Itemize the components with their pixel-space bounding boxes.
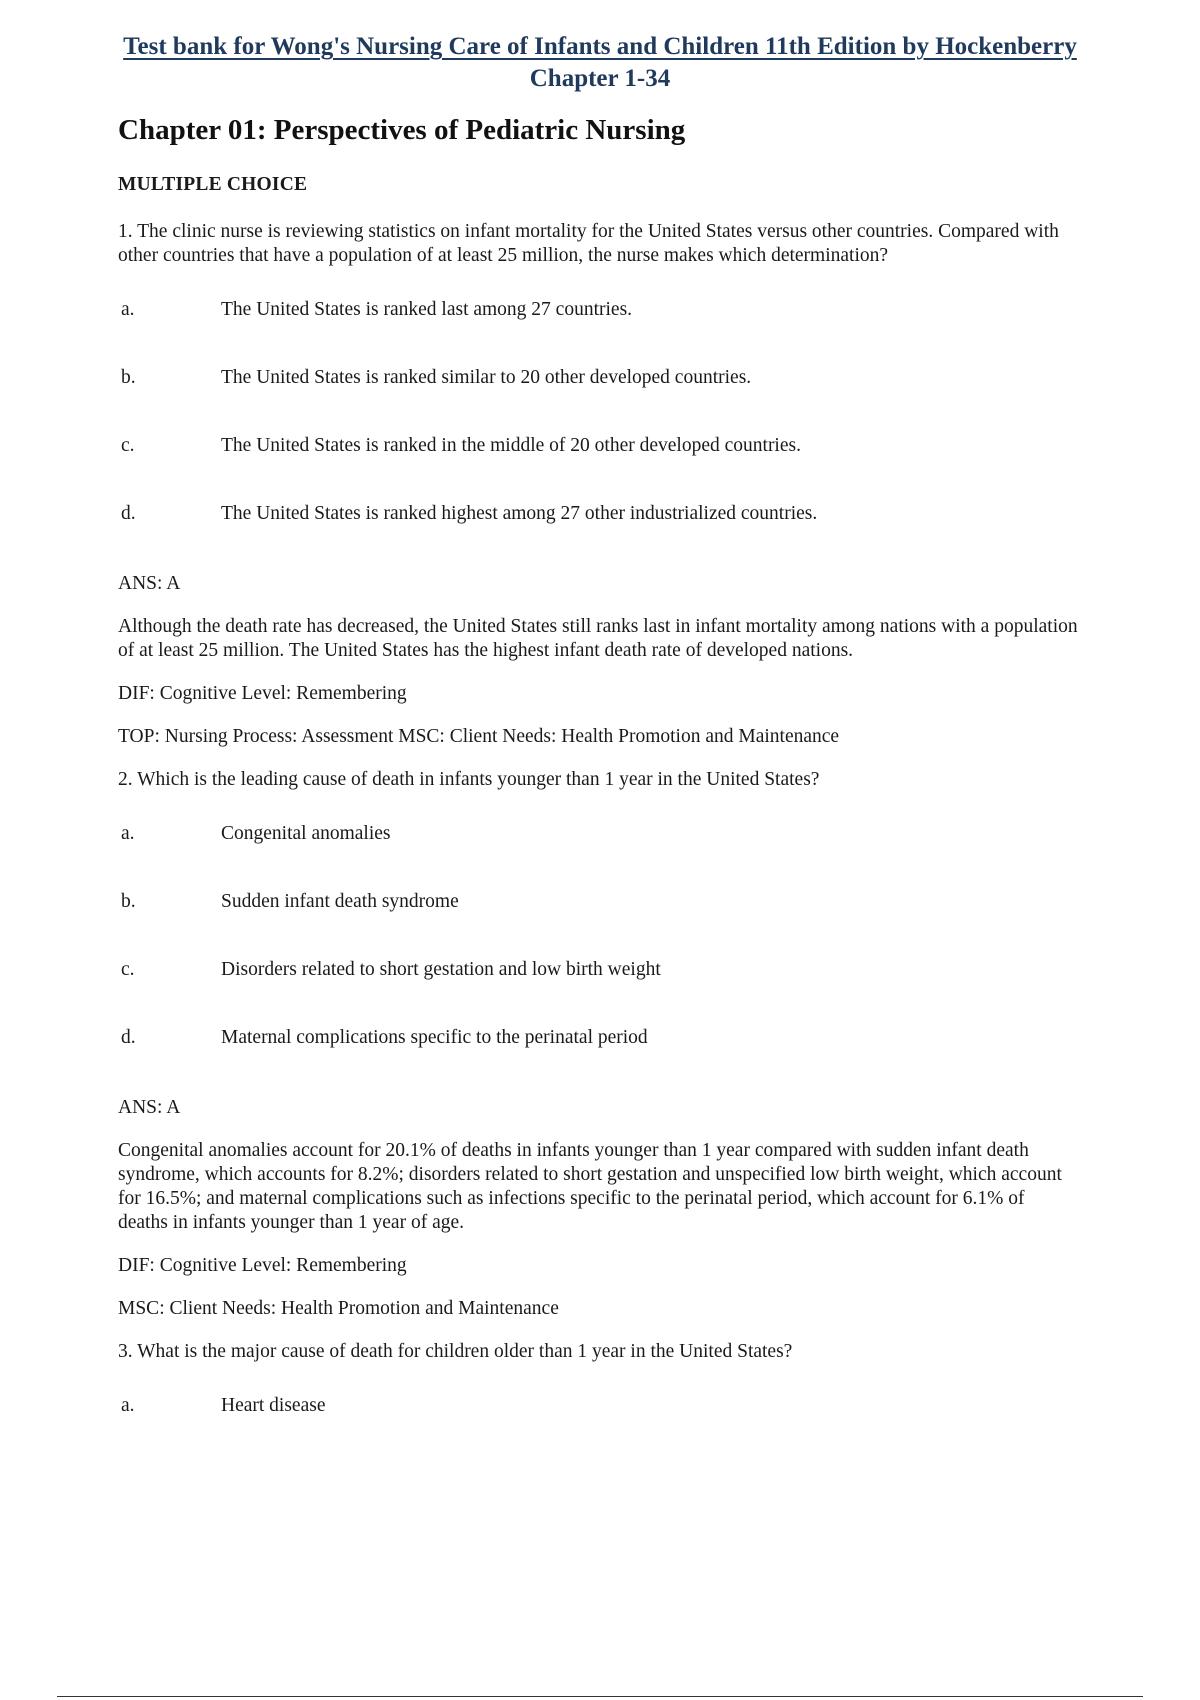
- answer-rationale: Congenital anomalies account for 20.1% of deaths in infants younger than 1 year compared with sudden infant death syndrome, which accounts for 8.2%; disorders related to short gestation and unspecified low birth weight, which account for 16.5%; and maternal complications such as infections specific to the perinatal period, which account for 6.1% of deaths in infants younger than 1 year of age.: [118, 1140, 1062, 1233]
- option-item: [118, 822, 1078, 890]
- option-item: [118, 434, 1078, 502]
- document-header-title: Test bank for Wong's Nursing Care of Infants and Children 11th Edition by Hockenberry: [123, 33, 1077, 60]
- option-letter: a.: [121, 823, 135, 844]
- option-item: [118, 1026, 1078, 1094]
- option-letter: c.: [121, 435, 135, 456]
- question-stem: 3. What is the major cause of death for children older than 1 year in the United States?: [118, 1341, 793, 1362]
- option-item: [118, 890, 1078, 958]
- option-letter: b.: [121, 891, 136, 912]
- section-label: MULTIPLE CHOICE: [118, 174, 308, 195]
- option-letter: d.: [121, 1027, 136, 1048]
- option-text: The United States is ranked last among 27 countries.: [221, 299, 633, 320]
- option-text: The United States is ranked similar to 20 other developed countries.: [221, 367, 752, 388]
- option-text: Congenital anomalies: [221, 823, 391, 844]
- option-list: [118, 298, 1078, 570]
- option-text: Maternal complications specific to the perinatal period: [221, 1027, 648, 1048]
- topic-tag: TOP: Nursing Process: Assessment MSC: Client Needs: Health Promotion and Maintenance: [118, 726, 840, 747]
- answer-rationale: Although the death rate has decreased, the United States still ranks last in infant mortality among nations with a population of at least 25 million. The United States has the highest infant death rate of developed nations.: [118, 616, 1078, 661]
- option-text: Disorders related to short gestation and low birth weight: [221, 959, 661, 980]
- document-header-subtitle: Chapter 1-34: [529, 65, 671, 92]
- client-needs-tag: MSC: Client Needs: Health Promotion and Maintenance: [118, 1298, 559, 1319]
- question-stem: 2. Which is the leading cause of death in infants younger than 1 year in the United States?: [118, 769, 820, 790]
- option-text: Sudden infant death syndrome: [221, 891, 459, 912]
- option-letter: a.: [121, 299, 135, 320]
- answer-key: ANS: A: [118, 1097, 181, 1118]
- option-text: Heart disease: [221, 1395, 326, 1416]
- page-content: [118, 110, 1078, 1462]
- footer-divider: [57, 1696, 1143, 1697]
- option-list: [118, 822, 1078, 1094]
- option-item: [118, 958, 1078, 1026]
- difficulty-tag: DIF: Cognitive Level: Remembering: [118, 1255, 407, 1276]
- chapter-title: Chapter 01: Perspectives of Pediatric Nursing: [118, 114, 686, 146]
- option-letter: b.: [121, 367, 136, 388]
- question-stem: 1. The clinic nurse is reviewing statistics on infant mortality for the United States versus other countries. Compared with other countries that have a population of at least 25 million, the nurse makes which determination?: [118, 221, 1059, 266]
- option-text: The United States is ranked in the middle of 20 other developed countries.: [221, 435, 801, 456]
- option-item: [118, 298, 1078, 366]
- difficulty-tag: DIF: Cognitive Level: Remembering: [118, 683, 407, 704]
- option-list: [118, 1394, 1078, 1462]
- option-item: [118, 502, 1078, 570]
- option-letter: d.: [121, 503, 136, 524]
- answer-key: ANS: A: [118, 573, 181, 594]
- option-letter: a.: [121, 1395, 135, 1416]
- option-item: [118, 366, 1078, 434]
- option-text: The United States is ranked highest among 27 other industrialized countries.: [221, 503, 818, 524]
- option-letter: c.: [121, 959, 135, 980]
- option-item: [118, 1394, 1078, 1462]
